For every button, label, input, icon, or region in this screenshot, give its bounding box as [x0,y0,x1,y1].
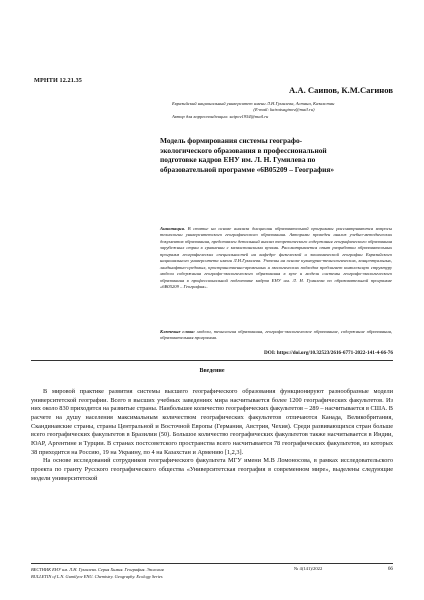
intro-body [31,388,393,483]
intro-heading: Введение [199,368,225,374]
affiliation-email: (E-mail: kairatsaginov@mail.ru) [253,107,315,113]
section-divider [31,360,393,361]
article-title [160,136,392,174]
keywords [160,329,392,342]
abstract [160,226,392,291]
issue-number: № 4(141)/2022 [294,566,323,571]
abstract-text: В статье на основе анализа дисциплин образовательной программы рассматриваются вопросы технологии университетского географического образования. Авторами проведен анализ учебно-методических документов образования, представлен детальный анализ теоретического содержания географического образования зарубежных стран в сравнении с казахстанскими вузами. Рассматривается опыт разработки образовательных программ географических специальностей на кафедре физической и экономической географии Евразийского национального университета имени Л.Н.Гумилева. Учтены на основе культурно-технологических, концептуальных, ландшафтно-средовых, пространственно-временных и экологических подходов предлагает комплексную структуру модели содержания географо-экологического образования в вузе и модели системы географо-экологического образования в профессиональной подготовке кадров ЕНУ им. Л. Н. Гумилева по образовательной программе «6В05209 – География». [160,226,392,290]
corresponding-author: Автор для корреспонденции: saipov1954@mail.ru [172,113,269,119]
affiliation-university: Евразийский национальный университет имени Л.Н.Гумилева, Астана, Казахстан [172,101,335,106]
abstract-label: Аннотация. [160,226,185,231]
authors: А.А. Саипов, К.М.Сагинов [289,85,393,95]
paragraph: На основе исследований сотрудников географического факультета МГУ имени М.В Ломоносова, в рамках исследовательского проекта по гранту Русского географического общества «Университетская география в современном мире», выделены следующие модели университетской [31,457,393,482]
footer-journal [31,566,164,581]
affiliation-block [172,101,396,120]
udc-code: МРНТИ 12.21.35 [34,77,82,84]
journal-name-ru: ВЕСТНИК ЕНУ им. Л.Н. Гумилева. Серия Химия. География. Экология [31,567,164,572]
keywords-text: модели, технология образования, географо-экологическое образование, содержание образования, образовательная программа. [160,329,392,341]
title-line: Модель формирования системы географо- [160,136,303,145]
page-number: 66 [387,566,393,572]
title-line: образовательной программе «6В05209 – География» [160,164,335,174]
keywords-label: Ключевые слова: [160,329,195,334]
title-line: подготовке кадров ЕНУ им. Л. Н. Гумилева по [160,155,316,165]
footer-divider [31,563,393,564]
journal-name-en: BULLETIN of L.N. Gumilyov ENU. Chemistry. Geography. Ecology Series [31,574,163,580]
title-line: экологического образования в профессиональной [160,145,327,155]
doi-link[interactable]: DOI: https://doi.org/10.32523/2616-6771-2022-141-4-66-76 [264,350,393,356]
paragraph: В мировой практике развития системы высшего географического образования функционируют разнообразные модели университетской географии. Всего в высших учебных заведениях мира насчитывается более 1200 географических факультетов. Из них около 830 приходится на развитые страны. Наибольшее количество географических факультетов – 289 – насчитывается в США. В расчете на душу населения максимальным количеством географических факультетов отличаются Канада, Великобритания, Скандинавские страны, страны Центральной и Восточной Европы (Германия, Австрия, Чехия). Среди развивающихся стран больше всего географических факультетов в Бразилии (50). Большое количество географических факультетов также насчитывается в Индии, ЮАР, Аргентине и Турции. В странах постсоветского пространства всего насчитывается 78 географических факультетов, из которых 38 приходится на Россию, 19 на Украину, по 4 на Казахстан и Армению [1,2,3]. [31,388,393,456]
